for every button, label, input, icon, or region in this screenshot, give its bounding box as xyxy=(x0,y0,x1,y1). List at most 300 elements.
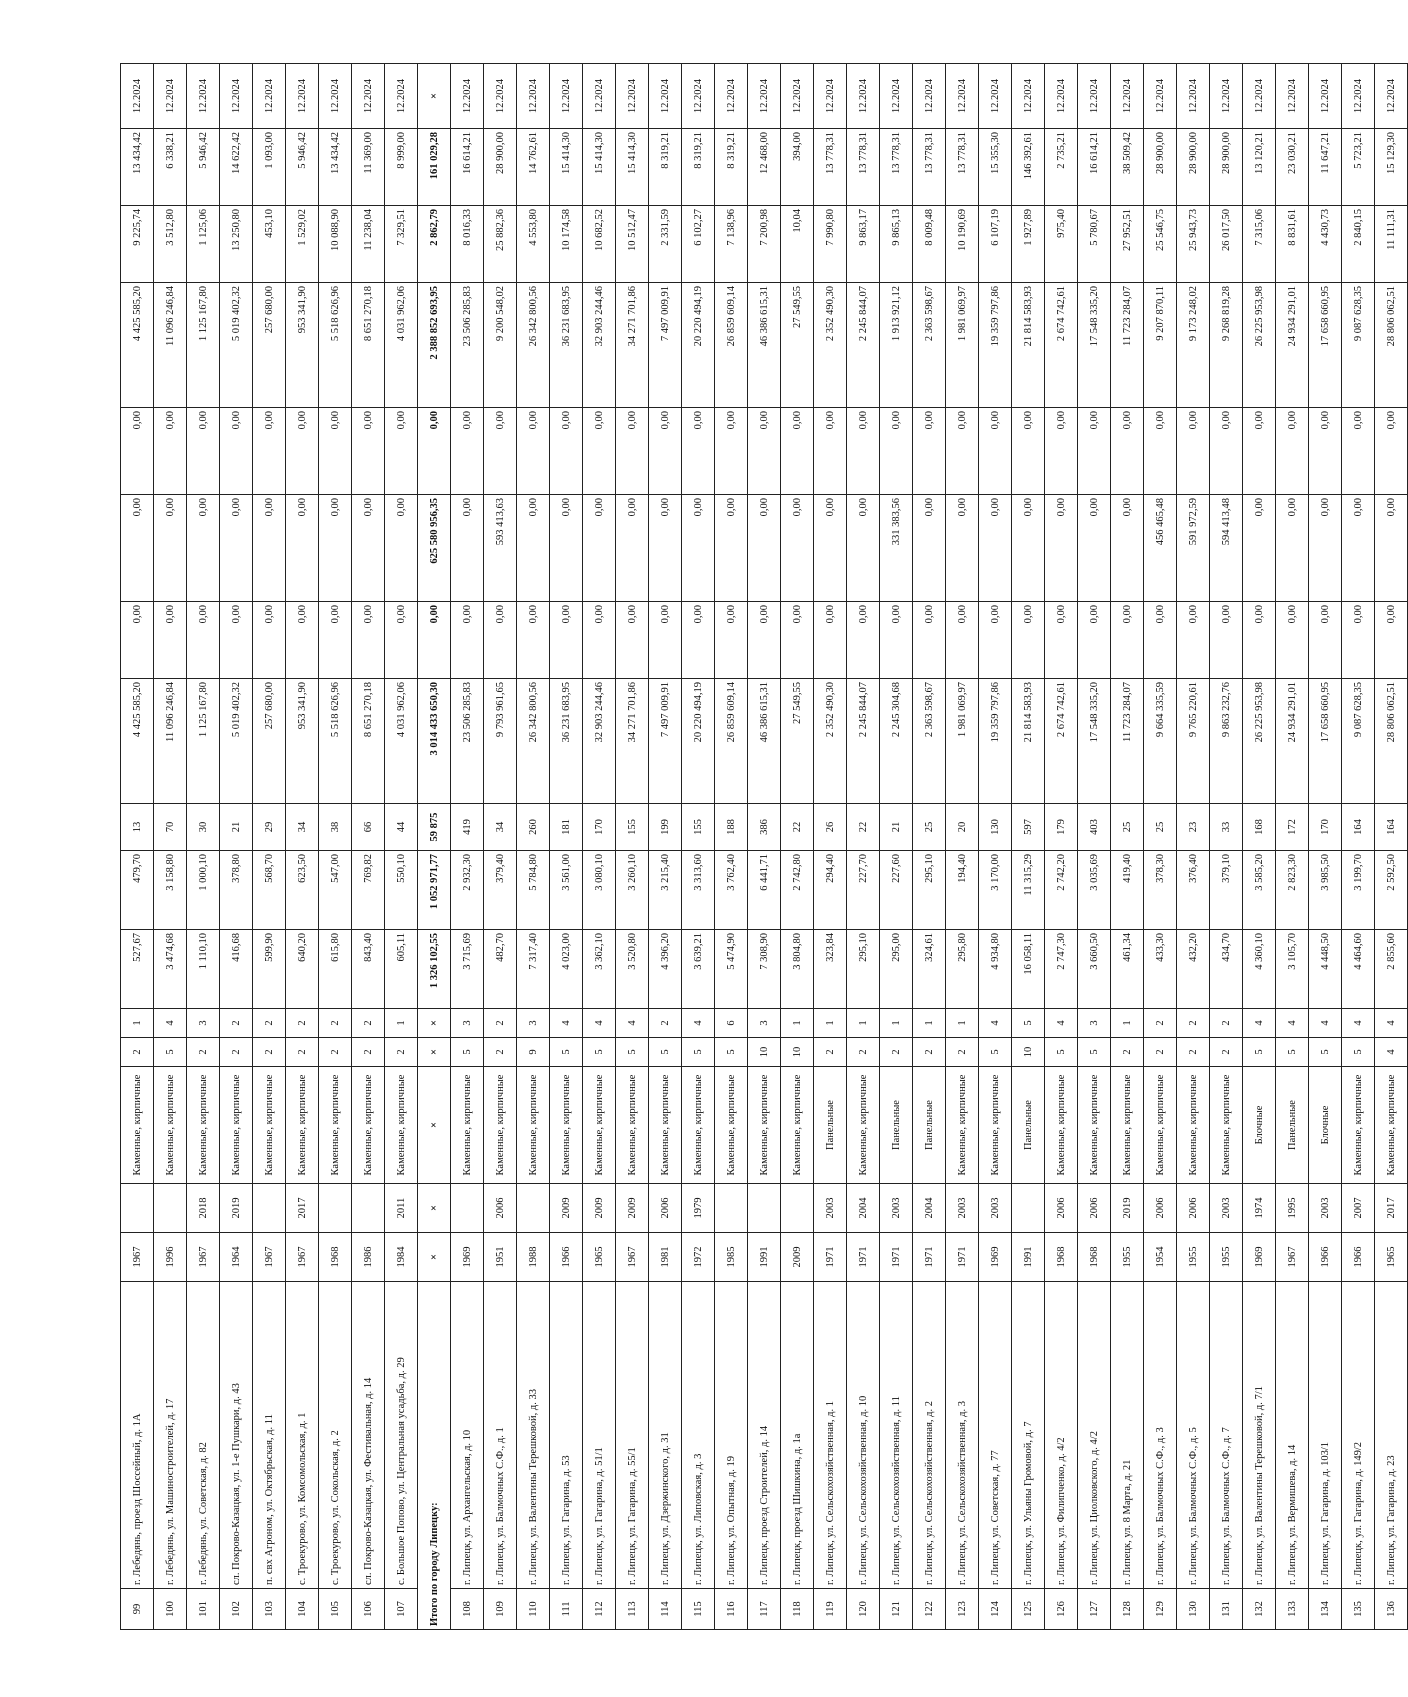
table-cell: 0,00 xyxy=(814,602,847,679)
table-cell: 4 934,80 xyxy=(979,930,1012,1009)
table-cell: 13 xyxy=(121,804,154,851)
table-cell: 1 xyxy=(913,1009,946,1038)
table-cell: 0,00 xyxy=(1078,602,1111,679)
table-cell: 12.2024 xyxy=(286,64,319,129)
address-cell: г. Липецк, ул. Валентины Терешковой, д. 33 xyxy=(517,1282,550,1589)
total-label: Итого по городу Липецку: xyxy=(418,1282,451,1630)
table-cell: 12.2024 xyxy=(847,64,880,129)
table-cell: 12.2024 xyxy=(781,64,814,129)
table-cell: 1986 xyxy=(352,1233,385,1282)
table-cell: 12.2024 xyxy=(1111,64,1144,129)
table-row xyxy=(1144,64,1177,1630)
table-cell: 0,00 xyxy=(154,495,187,602)
table-cell: Каменные, кирпичные xyxy=(847,1067,880,1184)
table-cell: 953 341,90 xyxy=(286,679,319,804)
row-number: 103 xyxy=(253,1589,286,1630)
table-cell: Каменные, кирпичные xyxy=(220,1067,253,1184)
row-number: 117 xyxy=(748,1589,781,1630)
address-cell: г. Липецк, ул. Гагарина, д. 51/1 xyxy=(583,1282,616,1589)
table-cell: 2019 xyxy=(220,1184,253,1233)
table-cell: 28 900,00 xyxy=(1144,129,1177,206)
table-row xyxy=(1375,64,1408,1630)
table-cell: 11 723 284,07 xyxy=(1111,679,1144,804)
table-cell: 44 xyxy=(385,804,418,851)
table-cell: 9 863,17 xyxy=(847,206,880,283)
table-row xyxy=(748,64,781,1630)
row-number: 125 xyxy=(1012,1589,1045,1630)
table-cell: 2 592,50 xyxy=(1375,851,1408,930)
table-cell: 0,00 xyxy=(187,495,220,602)
table-cell: 12.2024 xyxy=(616,64,649,129)
table-cell: 3 014 433 650,30 xyxy=(418,679,451,804)
table-cell: 2 352 490,30 xyxy=(814,283,847,408)
table-cell: Панельные xyxy=(814,1067,847,1184)
table-cell: 0,00 xyxy=(715,495,748,602)
table-cell: 5 946,42 xyxy=(187,129,220,206)
table-cell: 2 xyxy=(484,1038,517,1067)
table-cell: 4 553,80 xyxy=(517,206,550,283)
table-cell: 0,00 xyxy=(649,495,682,602)
table-cell: 0,00 xyxy=(814,408,847,495)
table-cell: 9 087 628,35 xyxy=(1342,283,1375,408)
table-cell: 5 780,67 xyxy=(1078,206,1111,283)
table-cell: 0,00 xyxy=(517,602,550,679)
table-cell: 11 647,21 xyxy=(1309,129,1342,206)
table-row xyxy=(913,64,946,1630)
table-cell: 1974 xyxy=(1243,1184,1276,1233)
table-cell: 3 xyxy=(1078,1009,1111,1038)
table-cell: Каменные, кирпичные xyxy=(946,1067,979,1184)
table-cell: 0,00 xyxy=(154,602,187,679)
table-row xyxy=(1210,64,1243,1630)
table-cell: 170 xyxy=(1309,804,1342,851)
table-cell: 8 651 270,18 xyxy=(352,679,385,804)
table-row xyxy=(847,64,880,1630)
table-cell: 21 814 583,93 xyxy=(1012,679,1045,804)
table-cell: 593 413,63 xyxy=(484,495,517,602)
table-cell: 2 245 844,07 xyxy=(847,283,880,408)
row-number: 118 xyxy=(781,1589,814,1630)
table-cell: 0,00 xyxy=(1210,408,1243,495)
table-cell: 2003 xyxy=(1210,1184,1243,1233)
table-cell: 26 017,50 xyxy=(1210,206,1243,283)
table-cell: 0,00 xyxy=(616,408,649,495)
table-cell: 12.2024 xyxy=(880,64,913,129)
table-cell: 22 xyxy=(847,804,880,851)
table-cell: 12.2024 xyxy=(319,64,352,129)
table-cell: 0,00 xyxy=(1144,408,1177,495)
table-cell: 32 903 244,46 xyxy=(583,679,616,804)
table-cell: 843,40 xyxy=(352,930,385,1009)
table-cell: 0,00 xyxy=(781,495,814,602)
table-cell: 433,30 xyxy=(1144,930,1177,1009)
table-cell: 12.2024 xyxy=(1375,64,1408,129)
address-cell: п. свх Агроном, ул. Октябрьская, д. 11 xyxy=(253,1282,286,1589)
table-row xyxy=(946,64,979,1630)
table-cell: 1967 xyxy=(187,1233,220,1282)
table-cell: 2 855,60 xyxy=(1375,930,1408,1009)
table-cell: 0,00 xyxy=(748,602,781,679)
table-cell: 0,00 xyxy=(286,602,319,679)
table-cell: 8 319,21 xyxy=(682,129,715,206)
table-cell: 0,00 xyxy=(352,495,385,602)
table-row xyxy=(517,64,550,1630)
table-cell: 4 xyxy=(682,1009,715,1038)
table-cell: 15 129,30 xyxy=(1375,129,1408,206)
table-cell: 2 xyxy=(286,1009,319,1038)
table-cell: 2 xyxy=(319,1009,352,1038)
table-cell: 15 414,30 xyxy=(616,129,649,206)
table-cell: 3 804,80 xyxy=(781,930,814,1009)
table-row xyxy=(781,64,814,1630)
table-row xyxy=(649,64,682,1630)
table-cell: 2 xyxy=(946,1038,979,1067)
table-cell: 295,10 xyxy=(913,851,946,930)
table-cell: 3 080,10 xyxy=(583,851,616,930)
address-cell: г. Липецк, ул. Гагарина, д. 53 xyxy=(550,1282,583,1589)
table-cell: 527,67 xyxy=(121,930,154,1009)
table-cell: 0,00 xyxy=(220,602,253,679)
row-number: 99 xyxy=(121,1589,154,1630)
table-cell: 3 199,70 xyxy=(1342,851,1375,930)
table-cell: 0,00 xyxy=(154,408,187,495)
table-cell: 2006 xyxy=(1144,1184,1177,1233)
table-cell: 5 518 626,96 xyxy=(319,283,352,408)
table-cell: 1991 xyxy=(1012,1233,1045,1282)
table-cell: 482,70 xyxy=(484,930,517,1009)
table-cell: 16 614,21 xyxy=(1078,129,1111,206)
table-cell: 12.2024 xyxy=(583,64,616,129)
table-cell: 0,00 xyxy=(385,602,418,679)
table-cell: 0,00 xyxy=(1342,602,1375,679)
table-cell: 2 xyxy=(1177,1038,1210,1067)
table-cell: 257 680,00 xyxy=(253,283,286,408)
table-cell: 2009 xyxy=(781,1233,814,1282)
table-cell: 3 170,00 xyxy=(979,851,1012,930)
table-cell: 4 xyxy=(583,1009,616,1038)
table-cell: 1 xyxy=(385,1009,418,1038)
table-cell: 12.2024 xyxy=(1078,64,1111,129)
table-cell: 1 052 971,77 xyxy=(418,851,451,930)
table-cell: 13 778,31 xyxy=(913,129,946,206)
table-cell: 419 xyxy=(451,804,484,851)
table-cell: 769,82 xyxy=(352,851,385,930)
address-cell: г. Липецк, ул. Гагарина, д. 103/1 xyxy=(1309,1282,1342,1589)
table-cell: Каменные, кирпичные xyxy=(550,1067,583,1184)
table-cell: 14 762,61 xyxy=(517,129,550,206)
table-cell: 2 840,15 xyxy=(1342,206,1375,283)
table-cell: 479,70 xyxy=(121,851,154,930)
table-cell: 0,00 xyxy=(1078,408,1111,495)
table-row xyxy=(682,64,715,1630)
table-cell: 6 338,21 xyxy=(154,129,187,206)
table-cell: 0,00 xyxy=(220,408,253,495)
table-row xyxy=(121,64,154,1630)
table-cell: 13 120,21 xyxy=(1243,129,1276,206)
table-cell: 1971 xyxy=(814,1233,847,1282)
table-cell: 0,00 xyxy=(814,495,847,602)
table-cell: 5 xyxy=(154,1038,187,1067)
table-cell: 1 913 921,12 xyxy=(880,283,913,408)
table-cell: 2 245 304,68 xyxy=(880,679,913,804)
table-cell: Каменные, кирпичные xyxy=(583,1067,616,1184)
address-cell: г. Липецк, проезд Строителей, д. 14 xyxy=(748,1282,781,1589)
table-cell: 2017 xyxy=(286,1184,319,1233)
table-cell: 7 317,40 xyxy=(517,930,550,1009)
table-cell: 1 125 167,80 xyxy=(187,283,220,408)
table-cell: 28 806 062,51 xyxy=(1375,679,1408,804)
address-cell: г. Липецк, ул. Балмочных С.Ф., д. 7 xyxy=(1210,1282,1243,1589)
table-cell: 29 xyxy=(253,804,286,851)
table-cell: 2 245 844,07 xyxy=(847,679,880,804)
table-cell: 0,00 xyxy=(715,602,748,679)
table-cell: 0,00 xyxy=(187,408,220,495)
table-cell: 20 xyxy=(946,804,979,851)
table-cell: 5 474,90 xyxy=(715,930,748,1009)
table-cell: 0,00 xyxy=(121,495,154,602)
table-cell: 0,00 xyxy=(253,408,286,495)
table-cell: 9 200 548,02 xyxy=(484,283,517,408)
table-cell: 0,00 xyxy=(418,408,451,495)
table-cell: 5 784,80 xyxy=(517,851,550,930)
row-number: 107 xyxy=(385,1589,418,1630)
row-number: 120 xyxy=(847,1589,880,1630)
table-cell: 0,00 xyxy=(1243,495,1276,602)
table-row xyxy=(1243,64,1276,1630)
table-cell: Панельные xyxy=(913,1067,946,1184)
table-cell: 0,00 xyxy=(616,495,649,602)
table-cell: 0,00 xyxy=(385,495,418,602)
row-number: 121 xyxy=(880,1589,913,1630)
table-cell: 1 981 069,97 xyxy=(946,679,979,804)
table-cell: 11 111,31 xyxy=(1375,206,1408,283)
table-cell: 1 927,89 xyxy=(1012,206,1045,283)
table-cell: 1969 xyxy=(451,1233,484,1282)
table-cell: 2 674 742,61 xyxy=(1045,283,1078,408)
table-row xyxy=(1309,64,1342,1630)
table-row xyxy=(1111,64,1144,1630)
housing-register-table xyxy=(120,63,1408,1630)
table-cell: 199 xyxy=(649,804,682,851)
table-cell: 17 658 660,95 xyxy=(1309,283,1342,408)
row-number: 115 xyxy=(682,1589,715,1630)
table-cell: Каменные, кирпичные xyxy=(682,1067,715,1184)
table-cell: Каменные, кирпичные xyxy=(1111,1067,1144,1184)
table-cell: 27 952,51 xyxy=(1111,206,1144,283)
table-cell: 378,30 xyxy=(1144,851,1177,930)
table-cell: 331 383,56 xyxy=(880,495,913,602)
table-cell: 12.2024 xyxy=(451,64,484,129)
table-cell: 379,10 xyxy=(1210,851,1243,930)
table-cell: 597 xyxy=(1012,804,1045,851)
row-number: 131 xyxy=(1210,1589,1243,1630)
table-cell: 155 xyxy=(616,804,649,851)
table-cell: 8 319,21 xyxy=(715,129,748,206)
table-cell: Каменные, кирпичные xyxy=(649,1067,682,1184)
table-cell: 2 862,79 xyxy=(418,206,451,283)
table-row xyxy=(220,64,253,1630)
table-cell: 1967 xyxy=(616,1233,649,1282)
table-cell: 146 392,61 xyxy=(1012,129,1045,206)
table-cell: 4 430,73 xyxy=(1309,206,1342,283)
address-cell: г. Липецк, ул. Сельскохозяйственная, д. 2 xyxy=(913,1282,946,1589)
table-cell: 295,00 xyxy=(880,930,913,1009)
address-cell: сл. Покрово-Казацкая, ул. 1-е Пушкари, д. 43 xyxy=(220,1282,253,1589)
table-cell: 3 313,60 xyxy=(682,851,715,930)
table-cell: 5 946,42 xyxy=(286,129,319,206)
table-cell: 2 xyxy=(1177,1009,1210,1038)
table-cell: 9 793 961,65 xyxy=(484,679,517,804)
table-cell: 294,40 xyxy=(814,851,847,930)
table-cell: 0,00 xyxy=(946,495,979,602)
table-row xyxy=(385,64,418,1630)
address-cell: г. Липецк, ул. Вермишева, д. 14 xyxy=(1276,1282,1309,1589)
table-cell: 0,00 xyxy=(220,495,253,602)
table-cell: 36 231 683,95 xyxy=(550,283,583,408)
table-cell: 1 529,02 xyxy=(286,206,319,283)
table-cell: 0,00 xyxy=(748,495,781,602)
table-cell: 1955 xyxy=(1111,1233,1144,1282)
table-row xyxy=(814,64,847,1630)
table-cell: 33 xyxy=(1210,804,1243,851)
table-cell: 6 441,71 xyxy=(748,851,781,930)
table-cell: 0,00 xyxy=(1342,408,1375,495)
table-cell: 1 xyxy=(781,1009,814,1038)
table-cell: 1971 xyxy=(913,1233,946,1282)
table-cell: 0,00 xyxy=(1210,602,1243,679)
table-cell: 24 934 291,01 xyxy=(1276,283,1309,408)
row-number: 116 xyxy=(715,1589,748,1630)
table-cell: 10 xyxy=(748,1038,781,1067)
table-cell: 6 102,27 xyxy=(682,206,715,283)
table-cell: 2009 xyxy=(616,1184,649,1233)
table-cell: Каменные, кирпичные xyxy=(715,1067,748,1184)
address-cell: с. Большое Попово, ул. Центральная усадьба, д. 29 xyxy=(385,1282,418,1589)
table-cell: 25 943,73 xyxy=(1177,206,1210,283)
table-cell: Каменные, кирпичные xyxy=(484,1067,517,1184)
address-cell: г. Лебедянь, ул. Машиностроителей, д. 17 xyxy=(154,1282,187,1589)
table-cell: 0,00 xyxy=(913,408,946,495)
table-cell: 1971 xyxy=(847,1233,880,1282)
table-cell xyxy=(1012,1184,1045,1233)
table-cell: 2 xyxy=(913,1038,946,1067)
table-cell: 34 271 701,86 xyxy=(616,679,649,804)
table-cell: 2003 xyxy=(1309,1184,1342,1233)
row-number: 102 xyxy=(220,1589,253,1630)
table-cell: 0,00 xyxy=(286,495,319,602)
table-cell: Панельные xyxy=(1276,1067,1309,1184)
table-cell: 4 425 585,20 xyxy=(121,283,154,408)
table-cell: 0,00 xyxy=(319,495,352,602)
table-cell: 28 806 062,51 xyxy=(1375,283,1408,408)
table-cell: 10,04 xyxy=(781,206,814,283)
table-cell: 1965 xyxy=(583,1233,616,1282)
table-cell: 550,10 xyxy=(385,851,418,930)
table-cell: 9 268 819,28 xyxy=(1210,283,1243,408)
table-row xyxy=(979,64,1012,1630)
address-cell: г. Лебедянь, ул. Советская, д. 82 xyxy=(187,1282,220,1589)
address-cell: г. Липецк, проезд Шишкина, д. 1а xyxy=(781,1282,814,1589)
table-cell: 10 xyxy=(1012,1038,1045,1067)
table-cell: 19 359 797,86 xyxy=(979,283,1012,408)
table-row xyxy=(1078,64,1111,1630)
table-cell: × xyxy=(418,64,451,129)
table-cell: 324,61 xyxy=(913,930,946,1009)
table-cell: 0,00 xyxy=(1309,495,1342,602)
table-cell: 13 778,31 xyxy=(847,129,880,206)
table-cell xyxy=(319,1184,352,1233)
table-row xyxy=(1177,64,1210,1630)
table-cell: 1967 xyxy=(253,1233,286,1282)
table-cell: 4 xyxy=(1375,1038,1408,1067)
table-cell: 8 831,61 xyxy=(1276,206,1309,283)
table-cell: 1 110,10 xyxy=(187,930,220,1009)
table-cell: 2 xyxy=(814,1038,847,1067)
table-cell: 1966 xyxy=(1309,1233,1342,1282)
address-cell: г. Липецк, ул. Советская, д. 77 xyxy=(979,1282,1012,1589)
table-cell: 1967 xyxy=(121,1233,154,1282)
table-cell: 26 342 800,56 xyxy=(517,679,550,804)
table-cell: 1 000,10 xyxy=(187,851,220,930)
table-cell: 36 231 683,95 xyxy=(550,679,583,804)
table-row xyxy=(187,64,220,1630)
table-cell: Каменные, кирпичные xyxy=(1210,1067,1243,1184)
table-cell: 20 220 494,19 xyxy=(682,679,715,804)
table-cell: Блочные xyxy=(1309,1067,1342,1184)
table-cell: 2 xyxy=(1111,1038,1144,1067)
table-cell: 12.2024 xyxy=(1342,64,1375,129)
table-cell: 14 622,42 xyxy=(220,129,253,206)
table-cell: 12.2024 xyxy=(121,64,154,129)
table-cell: 0,00 xyxy=(649,408,682,495)
table-cell: 12.2024 xyxy=(682,64,715,129)
table-row xyxy=(319,64,352,1630)
table-cell: 2006 xyxy=(1177,1184,1210,1233)
table-cell: 0,00 xyxy=(649,602,682,679)
table-cell: 12.2024 xyxy=(649,64,682,129)
table-cell: 9 xyxy=(517,1038,550,1067)
table-cell: 17 548 335,20 xyxy=(1078,679,1111,804)
table-cell: 9 173 248,02 xyxy=(1177,283,1210,408)
table-cell: 5 xyxy=(1243,1038,1276,1067)
table-cell: 3 xyxy=(748,1009,781,1038)
table-cell: 5 xyxy=(583,1038,616,1067)
row-number: 128 xyxy=(1111,1589,1144,1630)
table-cell: 227,70 xyxy=(847,851,880,930)
table-cell: 5 xyxy=(1309,1038,1342,1067)
table-cell: 376,40 xyxy=(1177,851,1210,930)
table-cell: 0,00 xyxy=(1375,495,1408,602)
table-cell: 2 xyxy=(253,1009,286,1038)
table-cell: 0,00 xyxy=(451,408,484,495)
table-cell: 12.2024 xyxy=(550,64,583,129)
table-cell: 1991 xyxy=(748,1233,781,1282)
table-row xyxy=(253,64,286,1630)
table-cell: 12.2024 xyxy=(1012,64,1045,129)
table-cell: 19 359 797,86 xyxy=(979,679,1012,804)
table-cell: 0,00 xyxy=(1342,495,1375,602)
table-cell: 3 520,80 xyxy=(616,930,649,1009)
table-cell: 66 xyxy=(352,804,385,851)
table-row xyxy=(352,64,385,1630)
table-cell: 323,84 xyxy=(814,930,847,1009)
table-cell: 5 xyxy=(715,1038,748,1067)
table-cell: 2018 xyxy=(187,1184,220,1233)
table-cell: 615,80 xyxy=(319,930,352,1009)
table-cell: 7 329,51 xyxy=(385,206,418,283)
table-cell: 12.2024 xyxy=(748,64,781,129)
table-cell: 0,00 xyxy=(979,602,1012,679)
